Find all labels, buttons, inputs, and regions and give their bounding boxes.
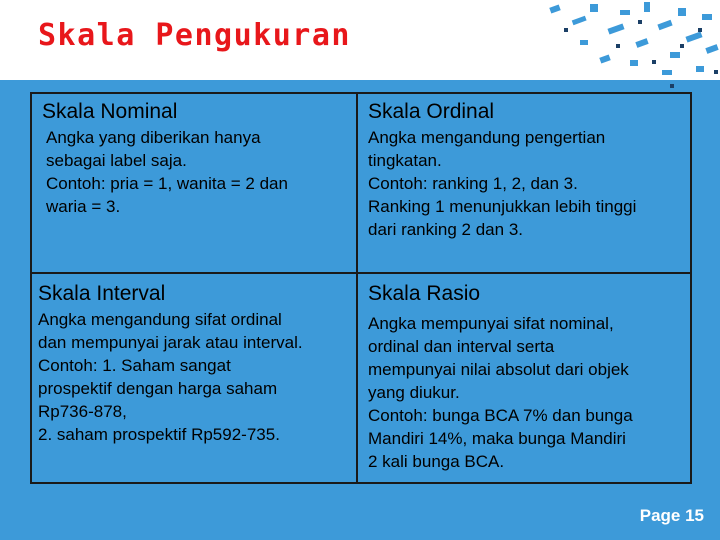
cell-heading: Skala Nominal	[42, 100, 178, 123]
cell-body: Angka mempunyai sifat nominal, ordinal dan interval serta mempunyai nilai absolut dari objek yang diukur. Contoh: bunga BCA 7% dan bunga Mandiri 14%, maka bunga Mandiri 2 kali bunga BCA.	[368, 314, 633, 471]
slide-title: Skala Pengukuran	[38, 18, 351, 53]
decorative-pattern	[520, 0, 720, 100]
page-number: Page 15	[639, 506, 704, 525]
cell-body: Angka mengandung pengertian tingkatan. Contoh: ranking 1, 2, dan 3. Ranking 1 menunjukkan lebih tinggi dari ranking 2 dan 3.	[368, 128, 637, 239]
cell-heading: Skala Ordinal	[368, 100, 495, 123]
cell-body: Angka mengandung sifat ordinal dan mempunyai jarak atau interval. Contoh: 1. Saham sangat prospektif dengan harga saham Rp736-878, 2. saham prospektif Rp592-735.	[38, 310, 303, 444]
cell-heading: Skala Interval	[38, 282, 166, 305]
cell-heading: Skala Rasio	[368, 282, 481, 305]
table-cell-rasio	[356, 272, 692, 484]
table-cell-nominal	[30, 92, 358, 274]
table-cell-ordinal	[356, 92, 692, 274]
table-cell-interval	[30, 272, 358, 484]
cell-body: Angka yang diberikan hanya sebagai label saja. Contoh: pria = 1, wanita = 2 dan waria = 3.	[46, 128, 288, 216]
